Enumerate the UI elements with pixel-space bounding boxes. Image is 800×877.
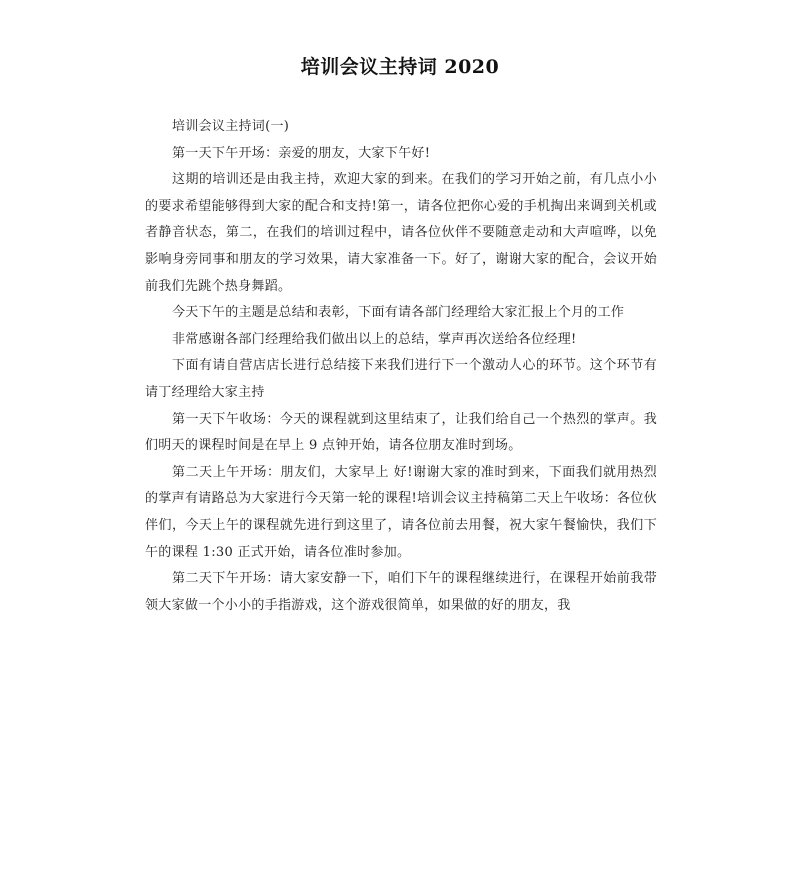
paragraph: 今天下午的主题是总结和表彰，下面有请各部门经理给大家汇报上个月的工作 [172,305,625,321]
paragraph: 第一天下午开场：亲爱的朋友，大家下午好! [172,145,431,161]
document-body [145,114,657,619]
paragraph: 第一天下午收场：今天的课程就到这里结束了，让我们给自己一个热烈的掌声。我们明天的课程时间是在早上 9 点钟开始，请各位朋友准时到场。 [145,411,657,454]
paragraph-section-heading: 培训会议主持词(一) [172,119,290,134]
document-title: 培训会议主持词 2020 [300,56,500,78]
paragraph: 非常感谢各部门经理给我们做出以上的总结，掌声再次送给各位经理! [172,331,577,347]
paragraph: 第二天上午开场：朋友们，大家早上 好!谢谢大家的准时到来，下面我们就用热烈的掌声有请路总为大家进行今天第一轮的课程!培训会议主持稿第二天上午收场：各位伙伴们，今天上午的课程就先进行到这里了，请各位前去用餐，祝大家午餐愉快，我们下午的课程 1:30 正式开始，请各位准时参加。 [145,464,657,560]
paragraph: 这期的培训还是由我主持，欢迎大家的到来。在我们的学习开始之前，有几点小小的要求希望能够得到大家的配合和支持!第一，请各位把你心爱的手机掏出来调到关机或者静音状态，第二，在我们的培训过程中，请各位伙伴不要随意走动和大声喧哗，以免影响身旁同事和朋友的学习效果，请大家准备一下。好了，谢谢大家的配合，会议开始前我们先跳个热身舞蹈。 [145,172,657,294]
paragraph: 第二天下午开场：请大家安静一下，咱们下午的课程继续进行，在课程开始前我带领大家做一个小小的手指游戏，这个游戏很简单，如果做的好的朋友，我 [145,571,657,613]
paragraph: 下面有请自营店店长进行总结接下来我们进行下一个激动人心的环节。这个环节有请丁经理给大家主持 [145,358,657,400]
